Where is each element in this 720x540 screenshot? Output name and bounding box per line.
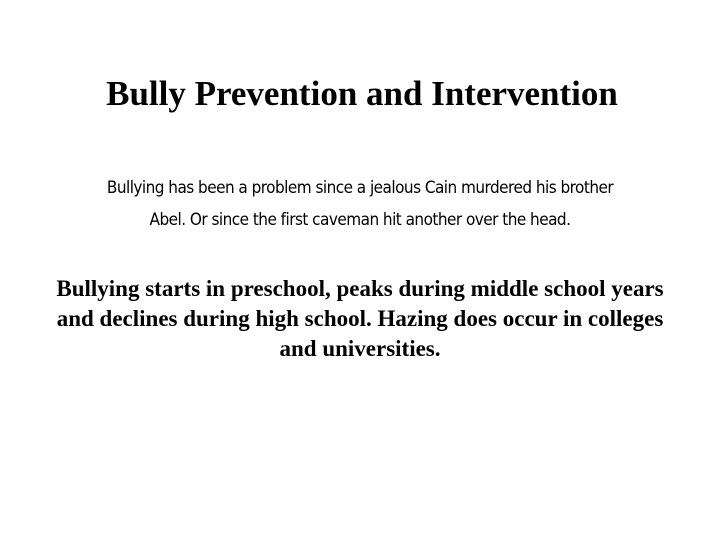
body-paragraph: Bullying starts in preschool, peaks during middle school years and declines during high school. Hazing does occur in colleges and universities. <box>56 276 664 361</box>
intro-paragraph: Bullying has been a problem since a jealous Cain murdered his brother Abel. Or since the first caveman hit another over the head. <box>106 178 614 230</box>
slide-title: Bully Prevention and Intervention <box>106 74 618 113</box>
